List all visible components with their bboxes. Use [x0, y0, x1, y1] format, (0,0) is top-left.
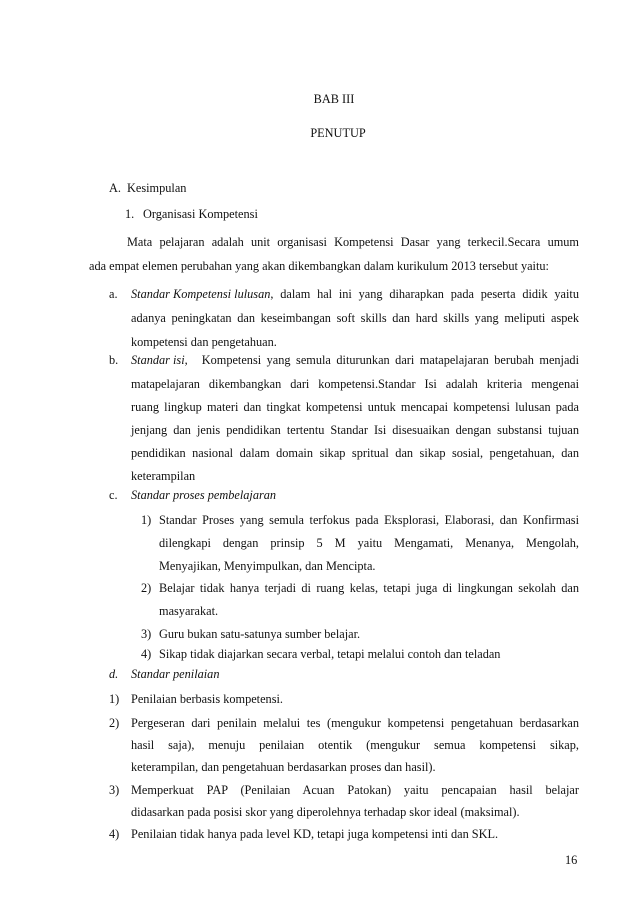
item-d-point-line: Pergeseran dari penilain melalui tes (mengukur kompetensi pengetahuan berdasarkan	[131, 716, 579, 730]
item-d-point-line: Penilaian tidak hanya pada level KD, tetapi juga kompetensi inti dan SKL.	[131, 827, 499, 841]
item-b-line: ruang lingkup materi dan tingkat kompetensi untuk mencapai kompetensi lulusan pada	[131, 400, 579, 414]
item-c-point-line: Guru bukan satu-satunya sumber belajar.	[159, 627, 361, 641]
chapter-title: PENUTUP	[310, 126, 366, 140]
item-d-point-marker: 2)	[109, 716, 120, 730]
item-c-point-marker: 3)	[141, 627, 152, 641]
item-a-line: kompetensi dan pengetahuan.	[131, 335, 277, 349]
chapter-heading: BAB III	[313, 92, 355, 106]
item-a-line: adanya peningkatan dan keseimbangan soft skills dan hard skills yang meliputi aspek	[131, 311, 579, 325]
item-c-marker: c.	[109, 488, 118, 502]
item-a-marker: a.	[109, 287, 118, 301]
item-c-point-line: dilengkapi dengan prinsip 5 M yaitu Mengamati, Menanya, Mengolah,	[159, 536, 579, 550]
page-number: 16	[565, 853, 578, 867]
item-a-first-line	[131, 286, 579, 302]
item-c-point-marker: 2)	[141, 581, 152, 595]
item-c-title: Standar proses pembelajaran	[131, 488, 277, 502]
item-d-point-marker: 4)	[109, 827, 120, 841]
item-d-point-line: Memperkuat PAP (Penilaian Acuan Patokan) yaitu pencapaian hasil belajar	[131, 783, 579, 797]
item-b-line: matapelajaran dikembangkan dari kompetensi.Standar Isi adalah kriteria mengenai	[131, 377, 579, 391]
item-b-line: pendidikan nasional dalam domain sikap spritual dan sikap sosial, pengetahuan, dan	[131, 446, 579, 460]
item-b-line: keterampilan	[131, 469, 196, 483]
item-d-point-line: hasil saja), menuju penilaian otentik (mengukur semua kompetensi sikap,	[131, 738, 579, 752]
item-c-point-line: Belajar tidak hanya terjadi di ruang kelas, tetapi juga di lingkungan sekolah dan	[159, 581, 579, 595]
item-b-line: jenjang dan jenis pendidikan tertentu Standar Isi disesuaikan dengan substansi tujuan	[131, 423, 579, 437]
section-a-label: Kesimpulan	[127, 181, 187, 195]
item-b-marker: b.	[109, 353, 119, 367]
intro-line: ada empat elemen perubahan yang akan dikembangkan dalam kurikulum 2013 tersebut yaitu:	[89, 259, 549, 273]
item-c-point-line: Menyajikan, Menyimpulkan, dan Mencipta.	[159, 559, 376, 573]
item-d-point-line: Penilaian berbasis kompetensi.	[131, 692, 283, 706]
subsection-1-label: Organisasi Kompetensi	[143, 207, 258, 221]
item-a-title: Standar Kompetensi lulusan	[131, 287, 271, 301]
item-c-point-marker: 4)	[141, 647, 152, 661]
item-c-point-line: masyarakat.	[159, 604, 219, 618]
intro-line: Mata pelajaran adalah unit organisasi Kompetensi Dasar yang terkecil.Secara umum	[127, 235, 579, 249]
item-d-point-marker: 1)	[109, 692, 120, 706]
item-b-first-text: Kompetensi yang semula diturunkan dari matapelajaran berubah menjadi	[201, 353, 579, 367]
item-a-first-text: , dalam hal ini yang diharapkan pada peserta didik yaitu	[270, 287, 579, 301]
item-d-point-marker: 3)	[109, 783, 120, 797]
item-b-title: Standar isi,	[131, 353, 188, 367]
item-d-title: Standar penilaian	[131, 667, 220, 681]
section-a-marker: A.	[109, 181, 121, 195]
item-c-point-line: Standar Proses yang semula terfokus pada Eksplorasi, Elaborasi, dan Konfirmasi	[159, 513, 579, 527]
item-c-point-marker: 1)	[141, 513, 152, 527]
subsection-1-marker: 1.	[125, 207, 135, 221]
item-d-point-line: didasarkan pada posisi skor yang diperolehnya terhadap skor ideal (maksimal).	[131, 805, 520, 819]
item-d-point-line: keterampilan, dan pengetahuan berdasarkan proses dan hasil).	[131, 760, 436, 774]
item-c-point-line: Sikap tidak diajarkan secara verbal, tetapi melalui contoh dan teladan	[159, 647, 501, 661]
item-b-first-line	[131, 352, 579, 368]
item-d-marker: d.	[109, 667, 119, 681]
